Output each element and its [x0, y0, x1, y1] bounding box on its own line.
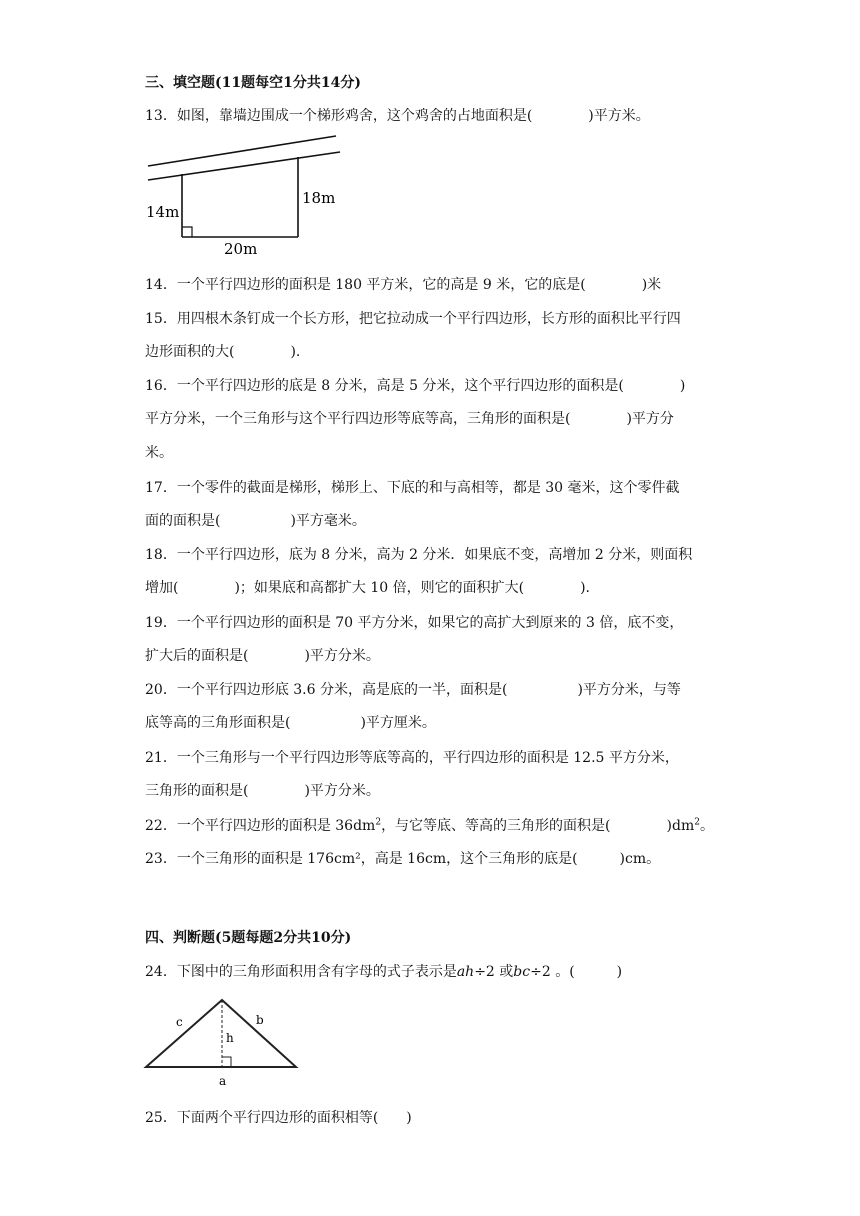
superscript-2: 2	[694, 817, 700, 828]
question-25: 25．下面两个平行四边形的面积相等( )	[145, 1110, 412, 1126]
section3-heading: 三、填空题(11题每空1分共14分)	[145, 75, 361, 91]
question-20-line2: 底等高的三角形面积是( )平方厘米。	[145, 715, 436, 731]
question-19-line2: 扩大后的面积是( )平方分米。	[145, 648, 380, 664]
right-angle-mark	[182, 227, 192, 237]
label-14m: 14m	[146, 203, 180, 221]
question-15-line1: 15．用四根木条钉成一个长方形，把它拉动成一个平行四边形，长方形的面积比平行四	[145, 311, 681, 327]
triangle-outline	[146, 1000, 296, 1067]
question-16-line2: 平方分米，一个三角形与这个平行四边形等底等高，三角形的面积是( )平方分	[145, 411, 674, 427]
question-22-part3: 。	[699, 818, 714, 834]
label-20m: 20m	[224, 240, 258, 258]
label-h: h	[226, 1031, 234, 1045]
expr-bc: bc	[513, 964, 531, 980]
question-23: 23．一个三角形的面积是 176cm²，高是 16cm，这个三角形的底是( )cm。	[145, 851, 661, 867]
label-b: b	[256, 1013, 264, 1027]
right-angle-mark	[222, 1057, 231, 1067]
question-18-line2: 增加( )；如果底和高都扩大 10 倍，则它的面积扩大( ).	[145, 580, 591, 596]
question-16-line3: 米。	[145, 445, 173, 461]
question-14: 14．一个平行四边形的面积是 180 平方米，它的高是 9 米，它的底是( )米	[145, 277, 662, 293]
question-19-line1: 19．一个平行四边形的面积是 70 平方分米，如果它的高扩大到原来的 3 倍，底不变，	[145, 615, 684, 631]
wall-line-top	[148, 136, 336, 166]
question-17-line1: 17．一个零件的截面是梯形，梯形上、下底的和与高相等，都是 30 毫米，这个零件截	[145, 480, 680, 496]
question-21-line1: 21．一个三角形与一个平行四边形等底等高的，平行四边形的面积是 12.5 平方分米，	[145, 750, 679, 766]
superscript-2: 2	[375, 817, 382, 828]
wall-line-bottom	[148, 152, 340, 180]
label-18m: 18m	[302, 189, 336, 207]
triangle-figure	[140, 994, 305, 1090]
question-21-line2: 三角形的面积是( )平方分米。	[145, 783, 380, 799]
label-a: a	[219, 1074, 227, 1088]
question-18-line1: 18．一个平行四边形，底为 8 分米，高为 2 分米．如果底不变，高增加 2 分米，则面积	[145, 547, 693, 563]
question-24	[145, 962, 622, 982]
question-16-line1: 16．一个平行四边形的底是 8 分米，高是 5 分米，这个平行四边形的面积是( )	[145, 378, 686, 394]
question-24-part1: 24．下图中的三角形面积用含有字母的式子表示是	[145, 964, 457, 980]
question-24-part2: ÷2 或	[474, 964, 514, 980]
label-c: c	[176, 1015, 183, 1029]
expr-ah: ah	[456, 964, 475, 980]
question-24-part3: ÷2 。( )	[530, 964, 623, 980]
question-22-part1: 22．一个平行四边形的面积是 36dm	[145, 818, 376, 834]
trapezoid-coop-figure	[140, 130, 350, 260]
question-20-line1: 20．一个平行四边形底 3.6 分米，高是底的一半，面积是( )平方分米，与等	[145, 682, 681, 698]
question-17-line2: 面的面积是( )平方毫米。	[145, 513, 366, 529]
section4-heading: 四、判断题(5题每题2分共10分)	[145, 930, 352, 946]
question-22-part2: ，与它等底、等高的三角形的面积是( )dm	[381, 818, 695, 834]
question-13: 13．如图，靠墙边围成一个梯形鸡舍，这个鸡舍的占地面积是( )平方米。	[145, 108, 650, 124]
question-15-line2: 边形面积的大( ).	[145, 344, 301, 360]
question-22	[145, 816, 714, 836]
